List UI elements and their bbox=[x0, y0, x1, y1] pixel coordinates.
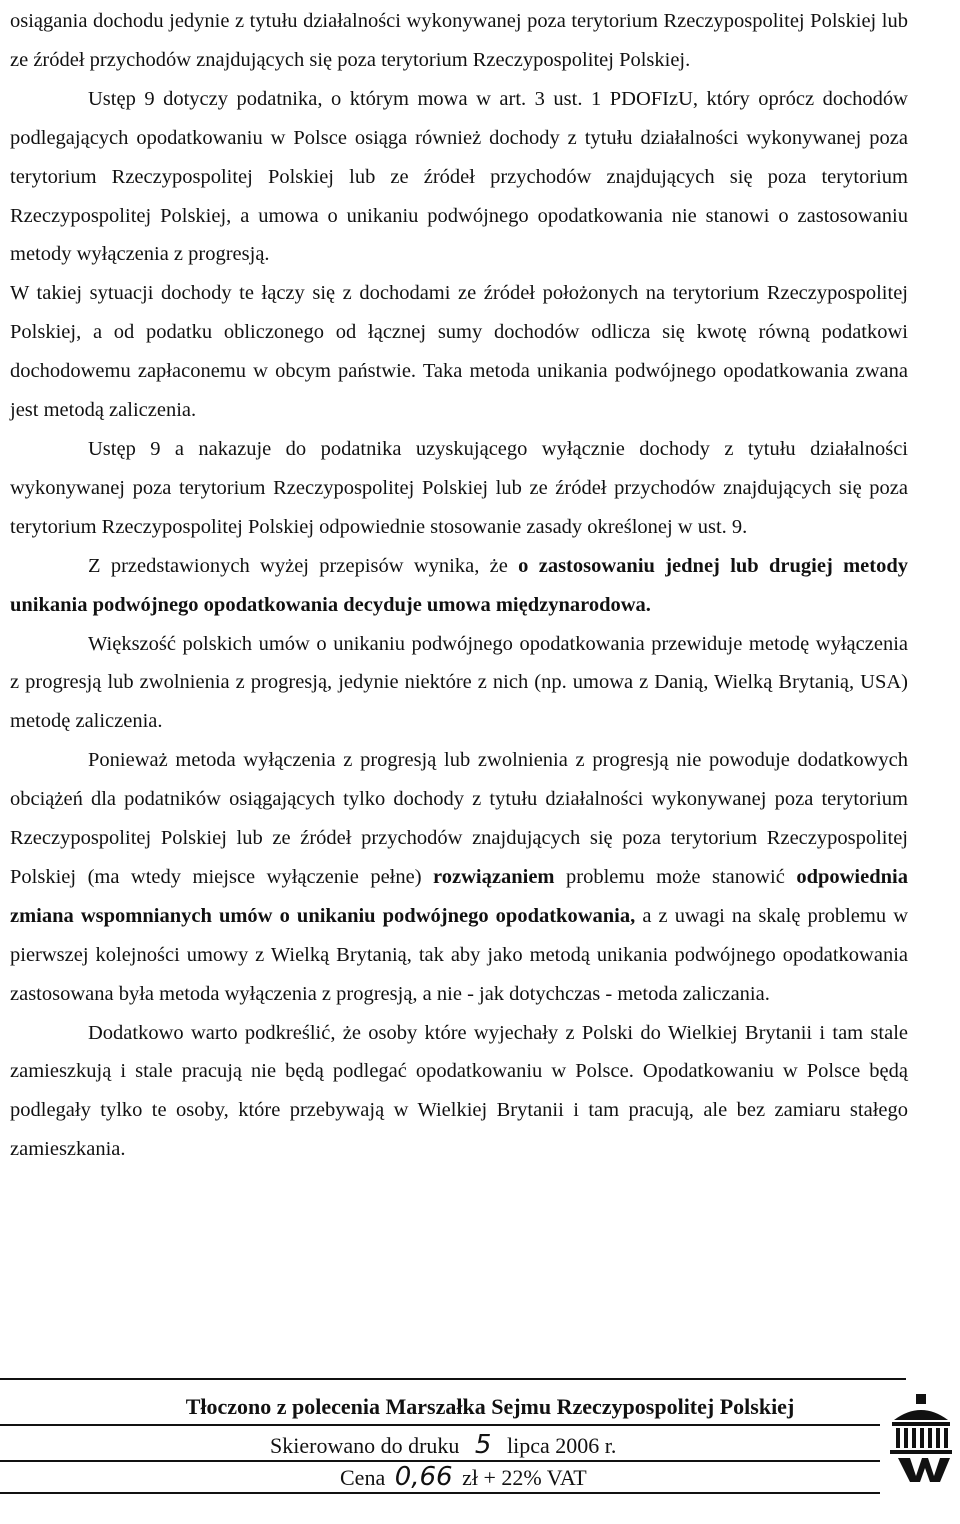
paragraph-7-text-c: a z uwagi na skalę problemu w pierwszej kolejności umowy z Wielką Brytanią, tak aby jako metodą unikania podwójnego opodatkowania zastosowana była metoda wyłączenia z progresją, a nie - jak dotychczas - metoda zaliczania. bbox=[10, 904, 908, 1005]
footer-price-prefix: Cena bbox=[340, 1465, 386, 1490]
footer-top-rule bbox=[0, 1378, 906, 1380]
paragraph-1: osiągania dochodu jedynie z tytułu działalności wykonywanej poza terytorium Rzeczypospolitej Polskiej lub ze źródeł przychodów znajdujących się poza terytorium Rzeczypospolitej Polskiej. bbox=[10, 10, 908, 71]
paragraph-7-text-a: Ponieważ metoda wyłączenia z progresją lub zwolnienia z progresją nie powoduje dodatkowych obciążeń dla podatników osiągających tylko dochody z tytułu działalności wykonywanej poza terytorium Rzeczypospolitej Polskiej lub ze źródeł przychodów znajdujących się poza terytorium Rzeczypospolitej Polskiej (ma wtedy miejsce wyłączenie pełne) bbox=[10, 749, 908, 888]
paragraph-3: W takiej sytuacji dochody te łączy się z dochodami ze źródeł położonych na terytorium Rzeczypospolitej Polskiej, a od podatku obliczonego od łącznej sumy dochodów odlicza się kwotę równą podatkowi dochodowemu zapłaconemu w obcym państwie. Taka metoda unikania podwójnego opodatkowania zwana jest metodą zaliczenia. bbox=[10, 282, 908, 422]
document-body bbox=[10, 2, 908, 1169]
paragraph-7 bbox=[10, 741, 908, 1013]
footer-title: Tłoczono z polecenia Marszałka Sejmu Rzeczypospolitej Polskiej bbox=[185, 1394, 795, 1419]
footer-sent-day: 5 bbox=[474, 1430, 492, 1460]
paragraph-7-bold-a: rozwiązaniem bbox=[433, 865, 555, 888]
footer-price-value: 0,66 bbox=[394, 1462, 453, 1492]
footer-rule-1 bbox=[0, 1424, 880, 1426]
sejm-logo-icon bbox=[888, 1392, 954, 1484]
print-footer bbox=[0, 1386, 960, 1516]
paragraph-5 bbox=[10, 547, 908, 625]
footer-print-date bbox=[270, 1432, 616, 1459]
footer-price bbox=[340, 1464, 587, 1491]
footer-price-suffix: zł + 22% VAT bbox=[462, 1465, 587, 1490]
paragraph-2: Ustęp 9 dotyczy podatnika, o którym mowa w art. 3 ust. 1 PDOFIzU, który oprócz dochodów podlegających opodatkowaniu w Polsce osiąga również dochody z tytułu działalności wykonywanej poza terytorium Rzeczypospolitej Polskiej lub ze źródeł przychodów znajdujących się poza terytorium Rzeczypospolitej Polskiej, a umowa o unikaniu podwójnego opodatkowania nie stanowi o zastosowaniu metody wyłączenia z progresją. bbox=[10, 87, 908, 266]
paragraph-5-bold: o zastosowaniu jednej lub drugiej metody unikania podwójnego opodatkowania decyduje umowa międzynarodowa. bbox=[10, 554, 908, 616]
footer-rule-3 bbox=[0, 1492, 880, 1494]
paragraph-8: Dodatkowo warto podkreślić, że osoby które wyjechały z Polski do Wielkiej Brytanii i tam stale zamieszkują i stale pracują nie będą podlegać opodatkowaniu w Polsce. Opodatkowaniu w Polsce będą podlegały tylko te osoby, które przebywają w Wielkiej Brytanii i tam pracują, ale bez zamiaru stałego zamieszkania. bbox=[10, 1021, 908, 1161]
footer-sent-suffix: lipca 2006 r. bbox=[506, 1433, 617, 1458]
paragraph-7-bold-b: odpowiednia zmiana wspomnianych umów o unikaniu podwójnego opodatkowania, bbox=[10, 865, 908, 927]
footer-sent-prefix: Skierowano do druku bbox=[270, 1433, 460, 1458]
paragraph-4: Ustęp 9 a nakazuje do podatnika uzyskującego wyłącznie dochody z tytułu działalności wykonywanej poza terytorium Rzeczypospolitej Polskiej lub ze źródeł przychodów znajdujących się poza terytorium Rzeczypospolitej Polskiej odpowiednie stosowanie zasady określonej w ust. 9. bbox=[10, 437, 908, 538]
paragraph-6: Większość polskich umów o unikaniu podwójnego opodatkowania przewiduje metodę wyłączenia z progresją lub zwolnienia z progresją, jedynie niektóre z nich (np. umowa z Danią, Wielką Brytanią, USA) metodę zaliczenia. bbox=[10, 632, 908, 733]
paragraph-7-text-b: problemu może stanowić bbox=[554, 865, 797, 888]
paragraph-5-text: Z przedstawionych wyżej przepisów wynika, że bbox=[88, 554, 519, 577]
